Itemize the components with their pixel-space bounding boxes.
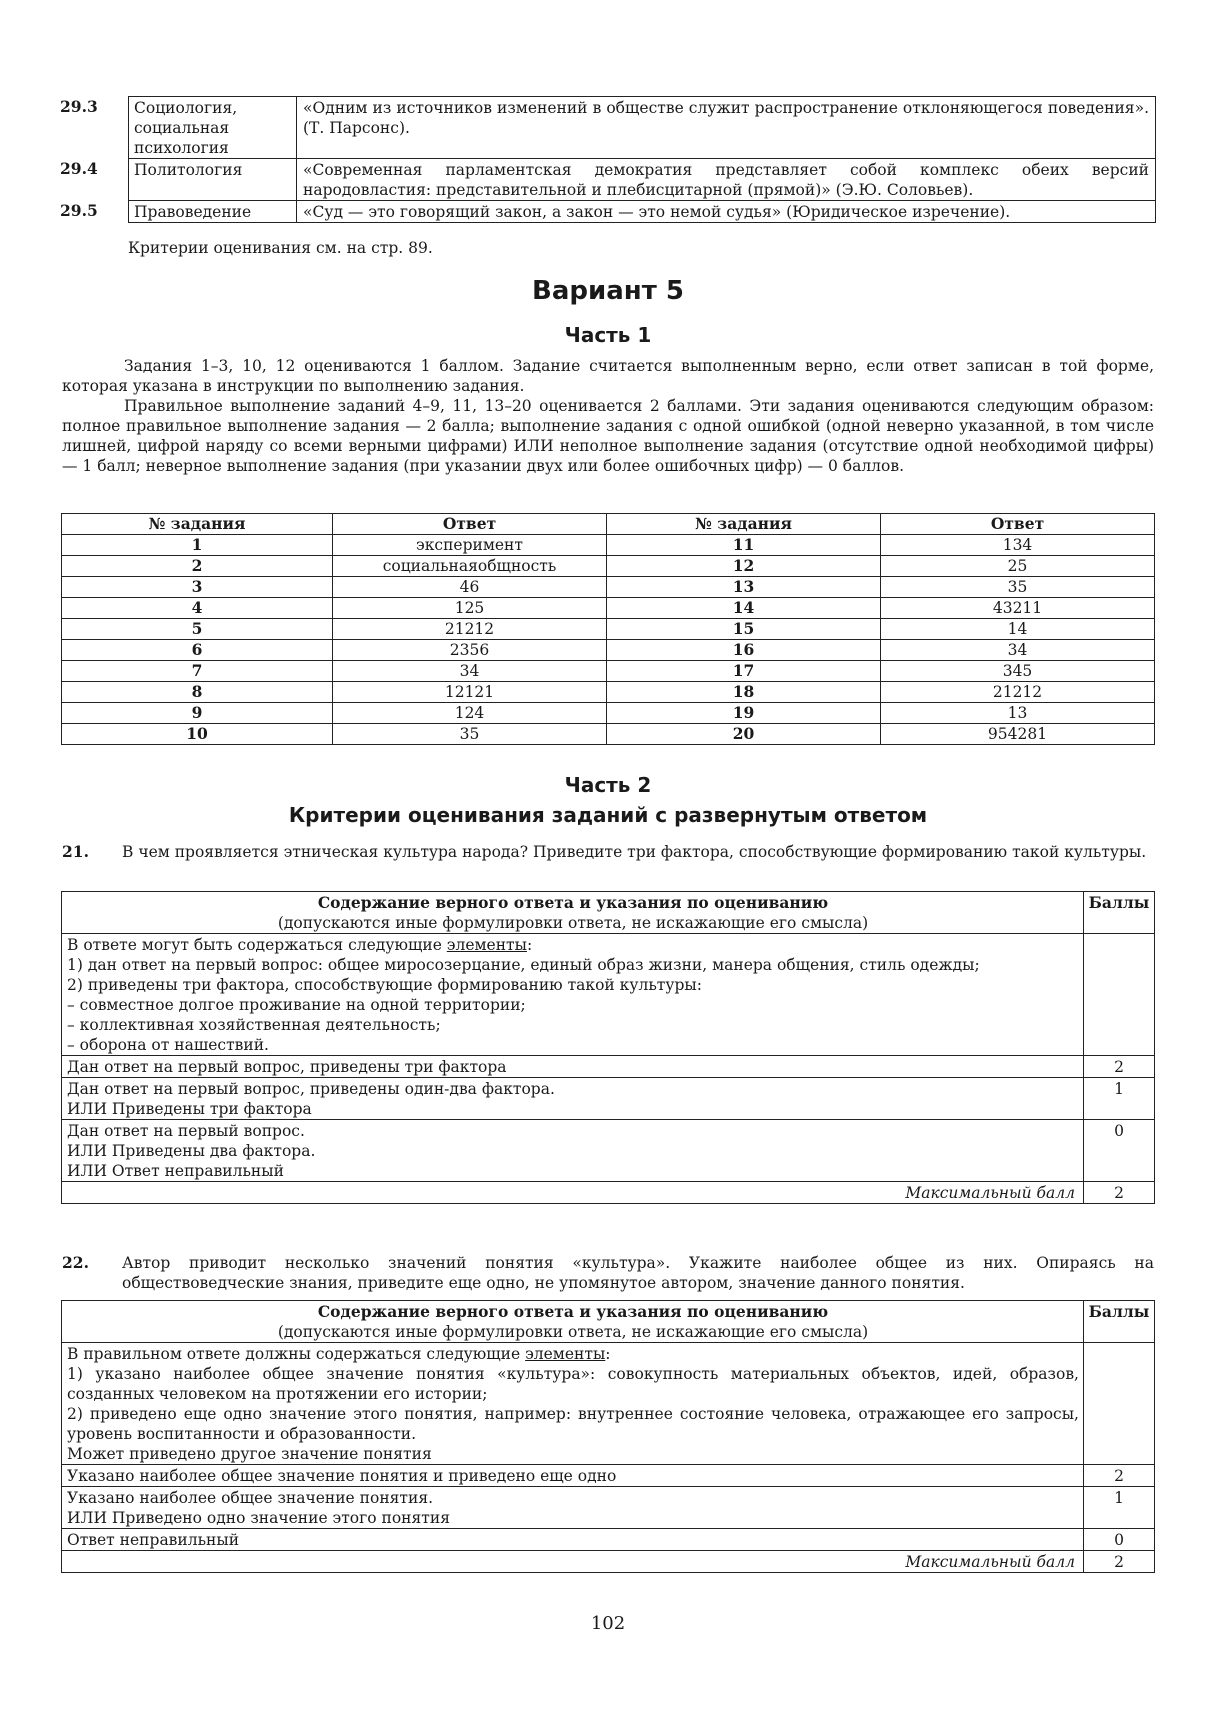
task-number-cell: 19 [607,703,881,724]
table-row [62,577,1155,598]
answer-cell: 34 [333,661,607,682]
question-text: В чем проявляется этническая культура народа? Приведите три фактора, способствующие формированию такой культуры. [122,843,1147,861]
task-number-cell: 11 [607,535,881,556]
task-number-cell: 16 [607,640,881,661]
task-number-cell: 9 [62,703,333,724]
points-header: Баллы [1084,1301,1155,1343]
table-row [62,556,1155,577]
answer-cell: 25 [881,556,1155,577]
table-row [62,619,1155,640]
task-number-cell: 2 [62,556,333,577]
score-value: 1 [1084,1487,1155,1529]
answer-cell: 954281 [881,724,1155,745]
part2-title: Часть 2 [564,773,652,797]
score-row: Указано наиболее общее значение понятия. ИЛИ Приведено одно значение этого понятия 1 [62,1487,1155,1529]
score-row: Дан ответ на первый вопрос, приведены один-два фактора. ИЛИ Приведены три фактора 1 [62,1078,1155,1120]
answer-cell: 345 [881,661,1155,682]
question-text: Автор приводит несколько значений понятия «культура». Укажите наиболее общее из них. Опираясь на обществоведческие знания, приведите еще одно, не упомянутое автором, значение данного понятия. [122,1254,1154,1292]
answer-cell: 13 [881,703,1155,724]
task-number-cell: 7 [62,661,333,682]
quote-cell: «Современная парламентская демократия представляет собой комплекс обеих версий народовластия: представительной и плебисцитарной (прямой)» (Э.Ю. Соловьев). [297,159,1156,201]
answer-cell: 134 [881,535,1155,556]
table-row [60,201,1156,223]
score-value: 0 [1084,1529,1155,1551]
content-row [62,1343,1155,1465]
variant-title: Вариант 5 [532,276,684,306]
task-number-cell: 14 [607,598,881,619]
max-score-label: Максимальный балл [62,1551,1084,1573]
max-score-label: Максимальный балл [62,1182,1084,1204]
answer-cell: 21212 [333,619,607,640]
instruction-paragraph: Правильное выполнение заданий 4–9, 11, 13–20 оценивается 2 баллами. Эти задания оцениваются следующим образом: полное правильное выполнение задания — 2 балла; выполнение задания с одной ошибкой (одной неверно указанной, в том числе лишней, цифрой наряду со всеми верными цифрами) ИЛИ неполное выполнение задания (отсутствие одной необходимой цифры) — 1 балл; неверное выполнение задания (при указании двух или более ошибочных цифр) — 0 баллов. [62,397,1154,475]
answer-cell: 14 [881,619,1155,640]
answer-cell: эксперимент [333,535,607,556]
instruction-paragraph: Задания 1–3, 10, 12 оцениваются 1 баллом. Задание считается выполненным верно, если ответ записан в той форме, которая указана в инструкции по выполнению задания. [62,357,1154,395]
topics-quotes-table [60,96,1156,223]
score-row: Дан ответ на первый вопрос, приведены три фактора 2 [62,1056,1155,1078]
column-header: Ответ [333,514,607,535]
criteria-reference-note: Критерии оценивания см. на стр. 89. [128,239,433,257]
row-number: 29.3 [60,96,98,116]
quote-cell: «Одним из источников изменений в обществе служит распространение отклоняющегося поведения». (Т. Парсонс). [297,97,1156,159]
subject-cell: Политология [129,159,297,201]
task-number-cell: 17 [607,661,881,682]
criteria-header-cell: Содержание верного ответа и указания по оцениванию (допускаются иные формулировки ответа, не искажающие его смысла) [62,1301,1084,1343]
table-row [62,703,1155,724]
subject-cell: Правоведение [129,201,297,223]
points-header: Баллы [1084,892,1155,934]
table-row [62,724,1155,745]
task-number-cell: 13 [607,577,881,598]
max-score-row [62,1551,1155,1573]
answers-table-body [62,535,1155,745]
quote-cell: «Суд — это говорящий закон, а закон — это немой судья» (Юридическое изречение). [297,201,1156,223]
task-number-cell: 6 [62,640,333,661]
answer-cell: 21212 [881,682,1155,703]
answers-table [61,513,1155,745]
max-score-row [62,1182,1155,1204]
q22-criteria-table [61,1300,1155,1573]
task-number-cell: 10 [62,724,333,745]
row-number: 29.5 [60,200,98,220]
column-header: № задания [607,514,881,535]
score-row: Указано наиболее общее значение понятия и приведено еще одно 2 [62,1465,1155,1487]
answer-cell: 46 [333,577,607,598]
column-header: Ответ [881,514,1155,535]
table-row [62,535,1155,556]
task-number-cell: 3 [62,577,333,598]
score-value: 0 [1084,1120,1155,1182]
question-number: 22. [62,1253,89,1272]
table-row [62,661,1155,682]
score-row: Дан ответ на первый вопрос. ИЛИ Приведены два фактора. ИЛИ Ответ неправильный 0 [62,1120,1155,1182]
table-row [62,598,1155,619]
max-score-value: 2 [1084,1551,1155,1573]
criteria-header-cell: Содержание верного ответа и указания по оцениванию (допускаются иные формулировки ответа, не искажающие его смысла) [62,892,1084,934]
table-header-row [62,892,1155,934]
q21-criteria-table [61,891,1155,1204]
task-number-cell: 15 [607,619,881,640]
table-header-row [62,514,1155,535]
table-header-row [62,1301,1155,1343]
part1-title: Часть 1 [564,323,652,347]
part2-subtitle: Критерии оценивания заданий с развернутым ответом [288,803,928,827]
answer-cell: 124 [333,703,607,724]
max-score-value: 2 [1084,1182,1155,1204]
page-number: 102 [590,1613,626,1634]
table-row [60,159,1156,201]
task-number-cell: 4 [62,598,333,619]
answer-cell: 43211 [881,598,1155,619]
task-number-cell: 12 [607,556,881,577]
answer-cell: 125 [333,598,607,619]
column-header: № задания [62,514,333,535]
row-number: 29.4 [60,158,98,178]
question-number: 21. [62,842,89,861]
answer-cell: 12121 [333,682,607,703]
task-number-cell: 1 [62,535,333,556]
answer-cell: 35 [333,724,607,745]
answer-content-cell: В правильном ответе должны содержаться следующие элементы: 1) указано наиболее общее значение понятия «культура»: совокупность материальных объектов, идей, образов, созданных человеком на протяжении его истории; 2) приведено еще одно значение этого понятия, например: внутреннее состояние человека, отражающее его запросы, уровень воспитанности и образованности. Может приведено другое значение понятия [62,1343,1084,1465]
task-number-cell: 20 [607,724,881,745]
score-value: 2 [1084,1465,1155,1487]
answer-cell: 35 [881,577,1155,598]
answer-cell: 34 [881,640,1155,661]
score-value: 1 [1084,1078,1155,1120]
subject-cell: Социология, социальная психология [129,97,297,159]
score-row: Ответ неправильный 0 [62,1529,1155,1551]
answer-content-cell: В ответе могут быть содержаться следующие элементы: 1) дан ответ на первый вопрос: общее миросозерцание, единый образ жизни, манера общения, стиль одежды; 2) приведены три фактора, способствующие формированию такой культуры: – совместное долгое проживание на одной территории; – коллективная хозяйственная деятельность; – оборона от нашествий. [62,934,1084,1056]
table-row [60,97,1156,159]
table-row [62,682,1155,703]
content-row [62,934,1155,1056]
task-number-cell: 5 [62,619,333,640]
task-number-cell: 18 [607,682,881,703]
task-number-cell: 8 [62,682,333,703]
score-value: 2 [1084,1056,1155,1078]
table-row [62,640,1155,661]
answer-cell: социальнаяобщность [333,556,607,577]
part1-instructions [62,356,1154,476]
answer-cell: 2356 [333,640,607,661]
